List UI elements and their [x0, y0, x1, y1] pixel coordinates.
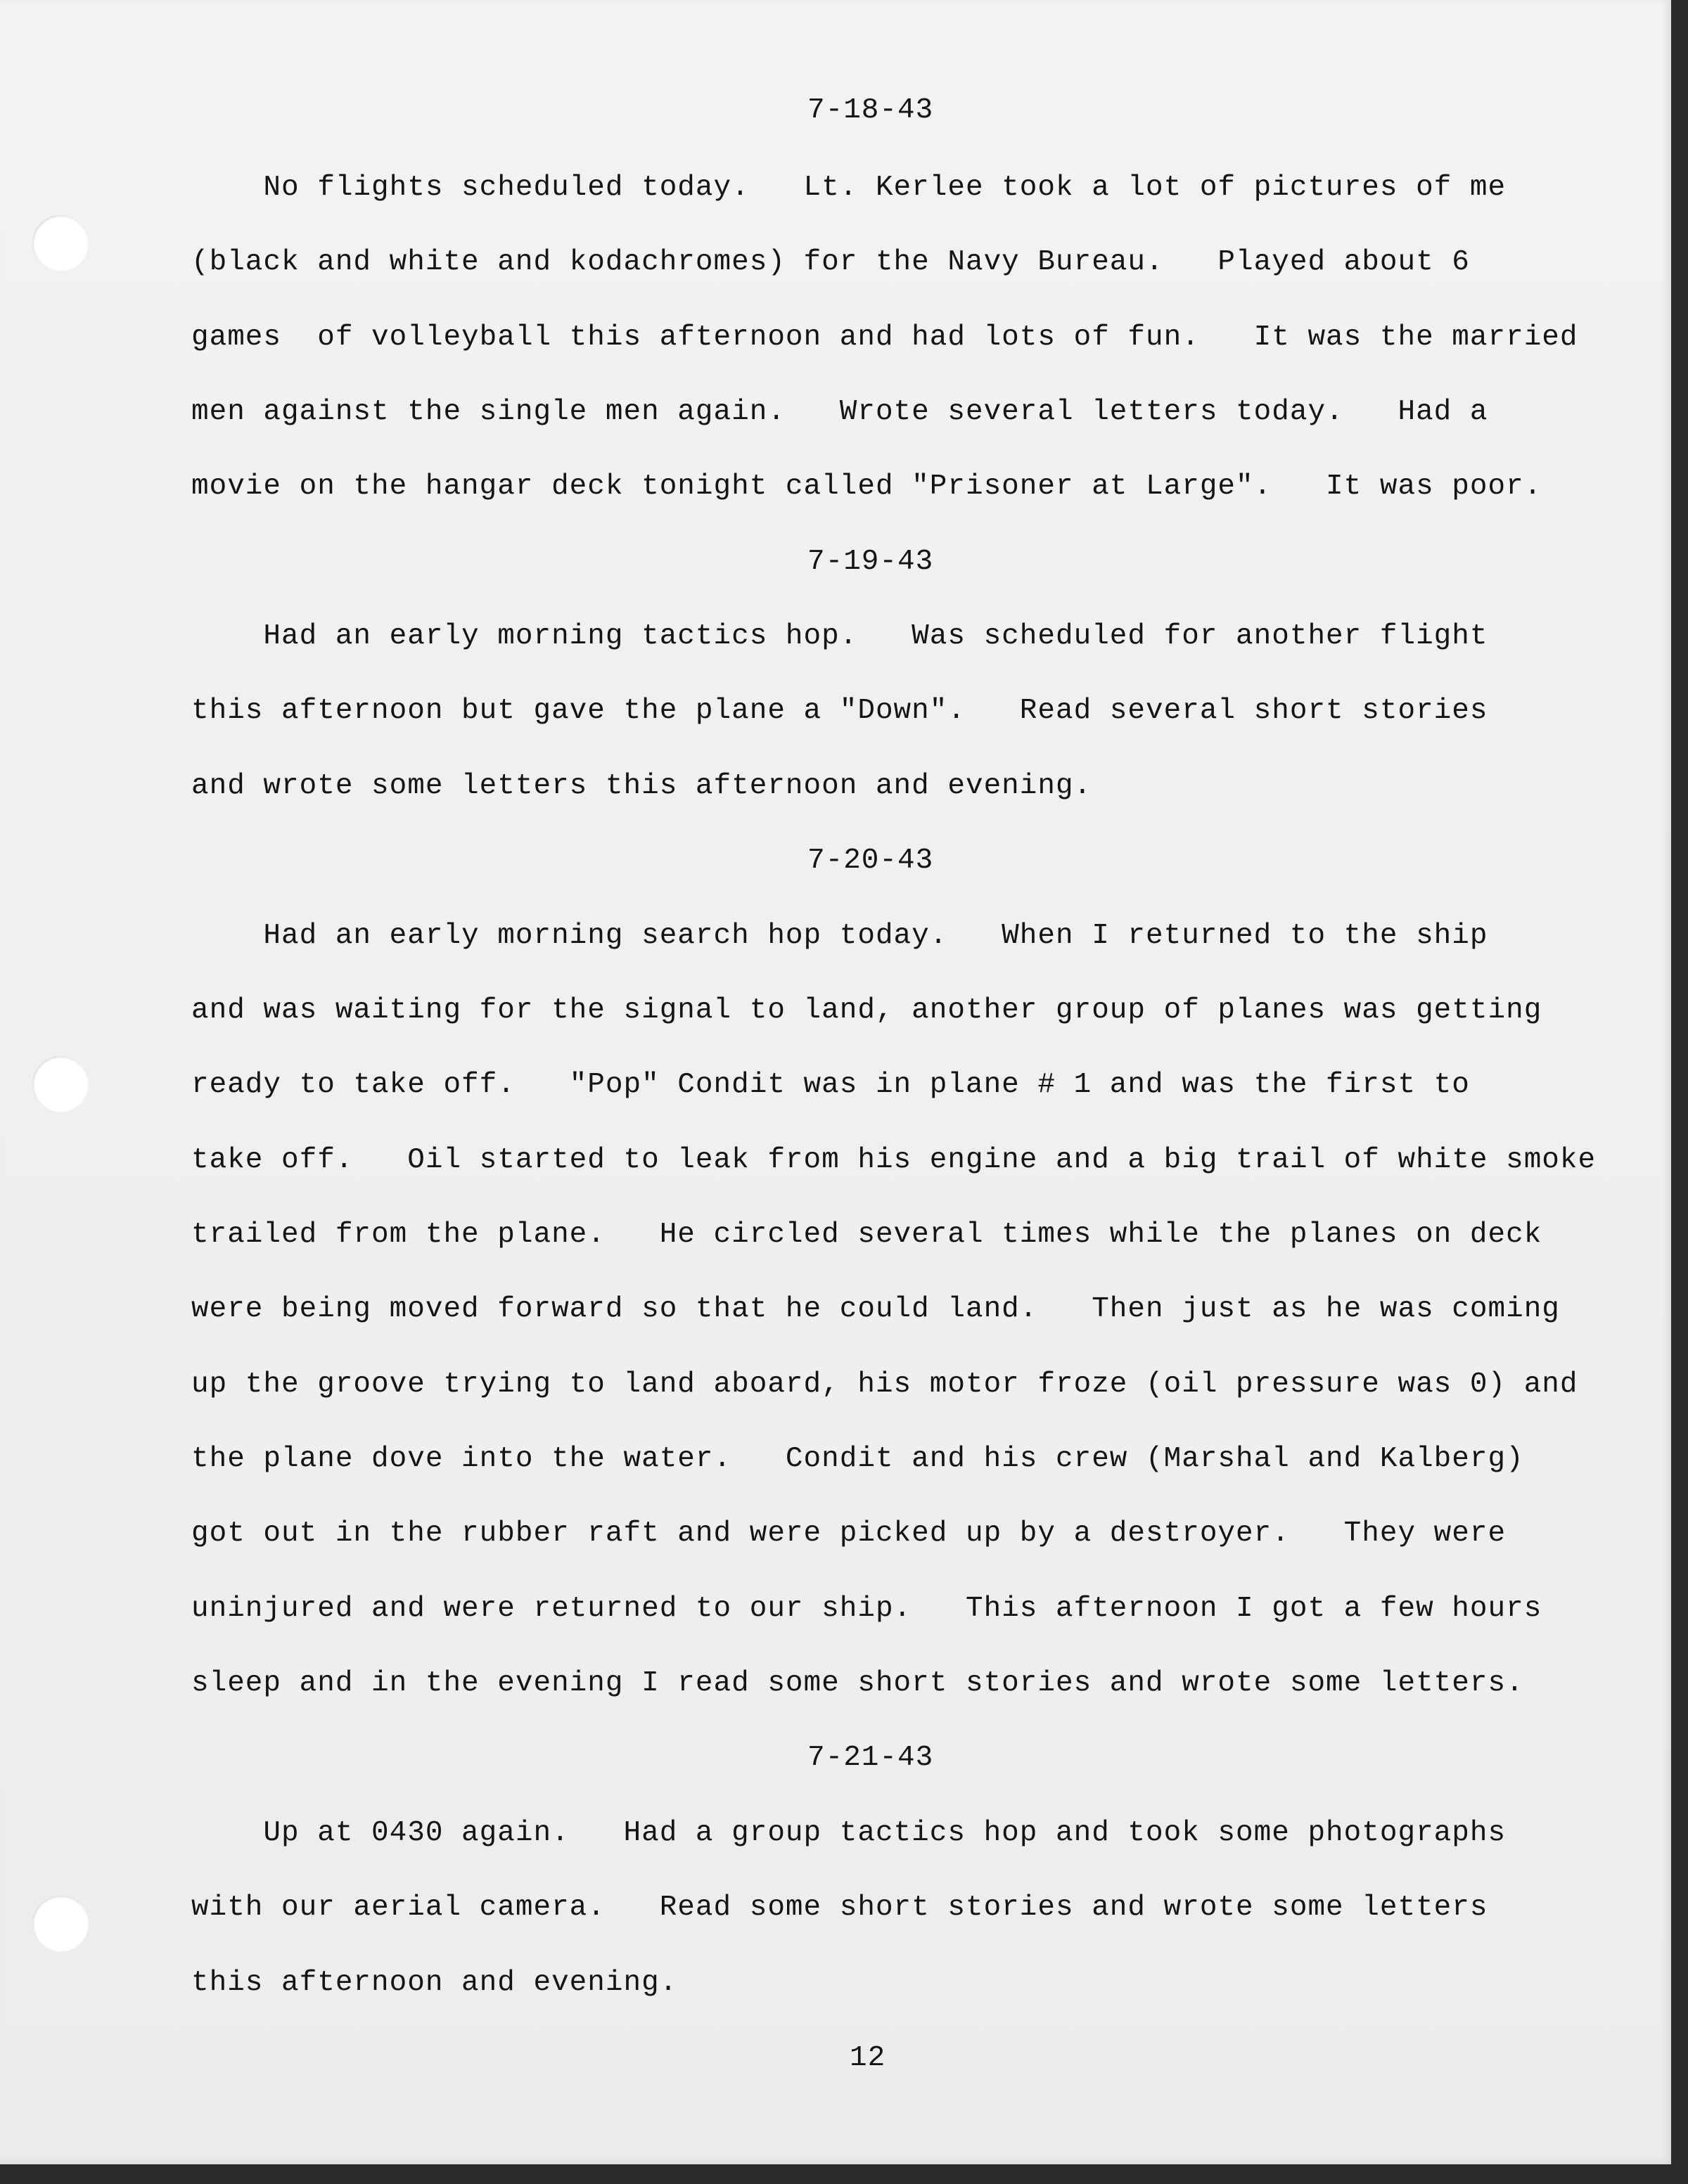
text-line: this afternoon but gave the plane a "Down". Read several short stories: [191, 695, 1488, 727]
text-line: men against the single men again. Wrote several letters today. Had a: [191, 396, 1488, 428]
text-line: ready to take off. "Pop" Condit was in plane # 1 and was the first to: [191, 1069, 1470, 1101]
text-line: take off. Oil started to leak from his engine and a big trail of white smoke: [191, 1144, 1597, 1176]
text-line: this afternoon and evening.: [191, 1967, 678, 1999]
punch-hole: [32, 1056, 89, 1112]
punch-hole: [32, 215, 89, 271]
page-number: 12: [850, 2042, 886, 2074]
entry-date: 7-21-43: [807, 1742, 934, 1774]
text-line: sleep and in the evening I read some short stories and wrote some letters.: [191, 1667, 1524, 1700]
text-line: (black and white and kodachromes) for the Navy Bureau. Played about 6: [191, 246, 1470, 278]
text-line: were being moved forward so that he could land. Then just as he was coming: [191, 1293, 1560, 1325]
text-line: Had an early morning tactics hop. Was scheduled for another flight: [191, 620, 1488, 653]
punch-hole: [32, 1896, 89, 1952]
text-line: got out in the rubber raft and were picked up by a destroyer. They were: [191, 1517, 1507, 1550]
text-line: Had an early morning search hop today. When I returned to the ship: [191, 920, 1488, 952]
text-line: with our aerial camera. Read some short stories and wrote some letters: [191, 1891, 1488, 1924]
text-line: up the groove trying to land aboard, his motor froze (oil pressure was 0) and: [191, 1368, 1578, 1401]
entry-date: 7-20-43: [807, 844, 934, 877]
text-line: No flights scheduled today. Lt. Kerlee took a lot of pictures of me: [191, 172, 1507, 204]
text-line: and wrote some letters this afternoon and evening.: [191, 770, 1092, 802]
text-line: Up at 0430 again. Had a group tactics hop and took some photographs: [191, 1817, 1507, 1849]
text-line: movie on the hangar deck tonight called "Prisoner at Large". It was poor.: [191, 470, 1542, 503]
text-line: the plane dove into the water. Condit and his crew (Marshal and Kalberg): [191, 1443, 1524, 1475]
text-line: games of volleyball this afternoon and had lots of fun. It was the married: [191, 321, 1578, 354]
entry-date: 7-19-43: [807, 546, 934, 578]
text-line: and was waiting for the signal to land, another group of planes was getting: [191, 994, 1542, 1027]
text-line: uninjured and were returned to our ship. This afternoon I got a few hours: [191, 1593, 1542, 1625]
text-line: trailed from the plane. He circled several times while the planes on deck: [191, 1219, 1542, 1251]
entry-date: 7-18-43: [807, 94, 934, 127]
